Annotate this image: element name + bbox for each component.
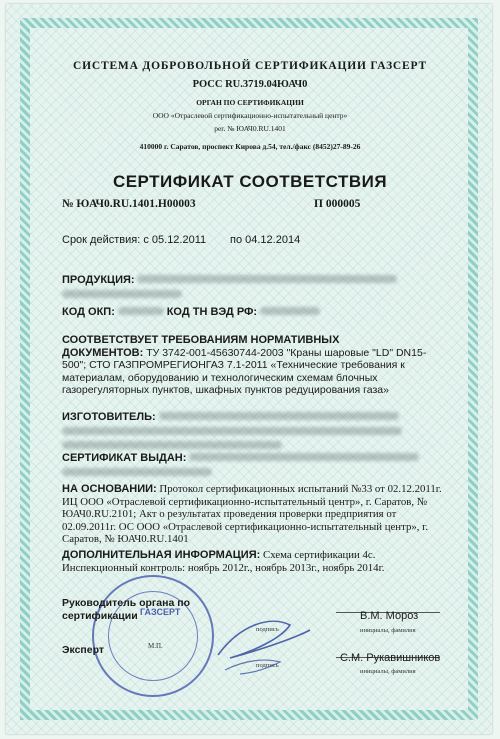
redacted-manufacturer-3 bbox=[62, 441, 282, 449]
redacted-tnved bbox=[260, 307, 320, 315]
registration-number: РОСС RU.3719.04ЮАЧ0 bbox=[192, 79, 308, 90]
codes-row bbox=[62, 306, 442, 319]
documents-text: ТУ 3742-001-45630744-2003 "Краны шаровые "LD" DN15-500"; СТО ГАЗПРОМРЕГИОНГАЗ 7.1-2011 «Технические требования к материалам, оборудованию и технологическим схемам блочных газорегуляторных пунктов, шкафных пунктов редуцирования газа» bbox=[62, 346, 427, 396]
redacted-product-2 bbox=[62, 290, 182, 298]
validity-to: по 04.12.2014 bbox=[230, 234, 301, 246]
redacted-manufacturer bbox=[159, 412, 399, 420]
expert-label: Эксперт bbox=[62, 644, 105, 656]
documents-label: ДОКУМЕНТОВ: bbox=[62, 346, 144, 359]
head-label-line1: Руководитель органа по bbox=[62, 597, 191, 609]
stamp-brand: ГАЗСЕРТ bbox=[140, 607, 181, 617]
okp-label: КОД ОКП: bbox=[62, 306, 115, 318]
issued-label: СЕРТИФИКАТ ВЫДАН: bbox=[62, 452, 187, 464]
organ-title: ОРГАН ПО СЕРТИФИКАЦИИ bbox=[196, 98, 304, 107]
extra-block bbox=[62, 549, 447, 574]
organization-reg: рег. № ЮАЧ0.RU.1401 bbox=[214, 124, 286, 133]
product-label: ПРОДУКЦИЯ: bbox=[62, 274, 135, 286]
validity-label: Срок действия: bbox=[62, 234, 141, 246]
head-signature-label bbox=[62, 597, 190, 622]
issued-block bbox=[62, 452, 442, 479]
tnved-label: КОД ТН ВЭД РФ: bbox=[166, 306, 258, 318]
basis-label: НА ОСНОВАНИИ: bbox=[62, 483, 157, 495]
redacted-manufacturer-2 bbox=[62, 427, 402, 435]
certificate-number: № ЮАЧ0.RU.1401.Н00003 bbox=[62, 198, 196, 210]
system-title: СИСТЕМА ДОБРОВОЛЬНОЙ СЕРТИФИКАЦИИ ГАЗСЕРТ bbox=[73, 60, 427, 72]
validity-from bbox=[62, 234, 206, 246]
product-field bbox=[62, 274, 442, 301]
head-label-line2: сертификации bbox=[62, 609, 138, 622]
basis-text: Протокол сертификационных испытаний №33 от 02.12.2011г. ИЦ ООО «Отраслевой сертификационно-испытательный центр», г. Саратов, № ЮАЧ0.RU.2101; Акт о результатах проведения проверки предприятия от 02.09.2011г. ОС ООО «Отраслевой сертификационно-испытательный центр», г. Саратов, № ЮАЧ0.RU.1401 bbox=[62, 483, 442, 545]
head-signature-caption: подпись bbox=[256, 626, 279, 633]
extra-text: Схема сертификации 4с. Инспекционный контроль: ноябрь 2012г., ноябрь 2013г., ноябрь 2014г. bbox=[62, 549, 385, 574]
signature-scribble bbox=[210, 600, 320, 680]
certificate-serial: П 000005 bbox=[314, 198, 361, 210]
redacted-issued bbox=[189, 453, 419, 461]
expert-name: С.М. Рукавишников bbox=[340, 652, 441, 664]
redacted-okp bbox=[118, 307, 164, 315]
redacted-issued-2 bbox=[62, 468, 212, 476]
head-name: В.М. Мороз bbox=[360, 610, 419, 622]
stamp-mp: М.П. bbox=[148, 642, 163, 650]
certification-stamp bbox=[92, 575, 214, 697]
basis-block bbox=[62, 483, 447, 546]
organization-address: 410000 г. Саратов, проспект Кирова д.54, тел./факс (8452)27-89-26 bbox=[139, 142, 361, 151]
expert-initials-caption: инициалы, фамилия bbox=[360, 668, 416, 675]
redacted-product bbox=[137, 275, 397, 283]
complies-block bbox=[62, 334, 442, 397]
manufacturer-label: ИЗГОТОВИТЕЛЬ: bbox=[62, 411, 156, 423]
validity-from-date: с 05.12.2011 bbox=[143, 234, 207, 246]
organization-name: ООО «Отраслевой сертификационно-испытательный центр» bbox=[152, 111, 348, 120]
certificate-title: СЕРТИФИКАТ СООТВЕТСТВИЯ bbox=[112, 172, 388, 191]
expert-signature-caption: подпись bbox=[256, 662, 279, 669]
extra-label: ДОПОЛНИТЕЛЬНАЯ ИНФОРМАЦИЯ: bbox=[62, 549, 261, 561]
complies-label: СООТВЕТСТВУЕТ ТРЕБОВАНИЯМ НОРМАТИВНЫХ bbox=[62, 334, 340, 346]
manufacturer-block bbox=[62, 411, 442, 453]
head-initials-caption: инициалы, фамилия bbox=[360, 627, 416, 634]
